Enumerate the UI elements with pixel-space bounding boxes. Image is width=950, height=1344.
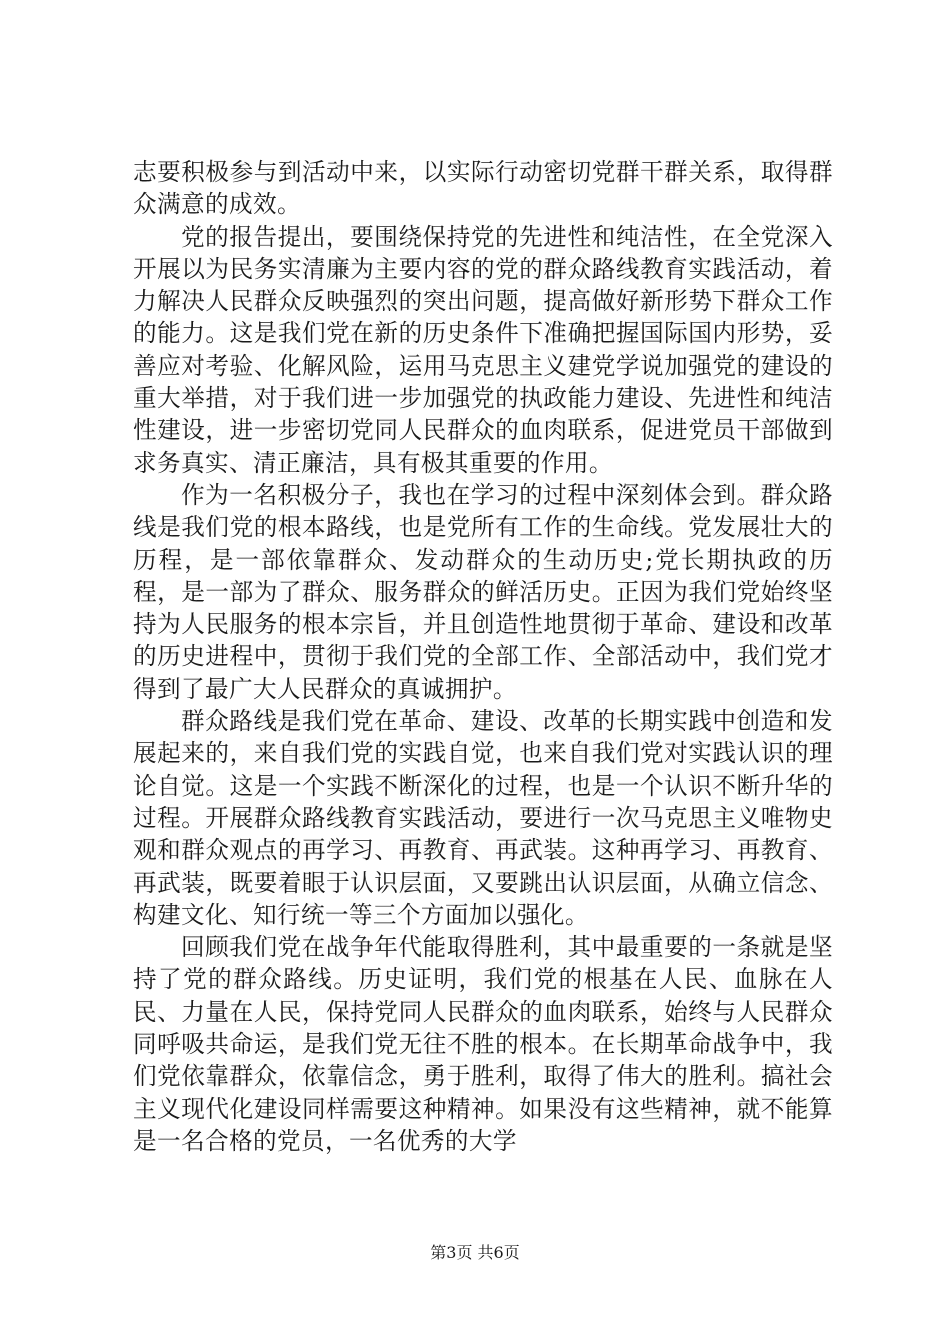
paragraph: 党的报告提出，要围绕保持党的先进性和纯洁性，在全党深入开展以为民务实清廉为主要内容的党的群众路线教育实践活动，着力解决人民群众反映强烈的突出问题，提高做好新形势下群众工作的能力。这是我们党在新的历史条件下准确把握国际国内形势，妥善应对考验、化解风险，运用马克思主义建党学说加强党的建设的重大举措，对于我们进一步加强党的执政能力建设、先进性和纯洁性建设，进一步密切党同人民群众的血肉联系，促进党员干部做到求务真实、清正廉洁，具有极其重要的作用。 <box>133 222 833 477</box>
paragraph: 作为一名积极分子，我也在学习的过程中深刻体会到。群众路线是我们党的根本路线，也是党所有工作的生命线。党发展壮大的历程，是一部依靠群众、发动群众的生动历史;党长期执政的历程，是一部为了群众、服务群众的鲜活历史。正因为我们党始终坚持为人民服务的根本宗旨，并且创造性地贯彻于革命、建设和改革的历史进程中，贯彻于我们党的全部工作、全部活动中，我们党才得到了最广大人民群众的真诚拥护。 <box>133 480 833 703</box>
document-body <box>133 156 833 1157</box>
page-number-footer: 第3页 共6页 <box>430 1243 520 1262</box>
paragraph-continued: 志要积极参与到活动中来，以实际行动密切党群干群关系，取得群众满意的成效。 <box>133 158 833 219</box>
paragraph: 群众路线是我们党在革命、建设、改革的长期实践中创造和发展起来的，来自我们党的实践自觉，也来自我们党对实践认识的理论自觉。这是一个实践不断深化的过程，也是一个认识不断升华的过程。开展群众路线教育实践活动，要进行一次马克思主义唯物史观和群众观点的再学习、再教育、再武装。这种再学习、再教育、再武装，既要着眼于认识层面，又要跳出认识层面，从确立信念、构建文化、知行统一等三个方面加以强化。 <box>133 707 833 929</box>
paragraph: 回顾我们党在战争年代能取得胜利，其中最重要的一条就是坚持了党的群众路线。历史证明，我们党的根基在人民、血脉在人民、力量在人民，保持党同人民群众的血肉联系，始终与人民群众同呼吸共命运，是我们党无往不胜的根本。在长期革命战争中，我们党依靠群众，依靠信念，勇于胜利，取得了伟大的胜利。搞社会主义现代化建设同样需要这种精神。如果没有这些精神，就不能算是一名合格的党员，一名优秀的大学 <box>133 933 833 1155</box>
